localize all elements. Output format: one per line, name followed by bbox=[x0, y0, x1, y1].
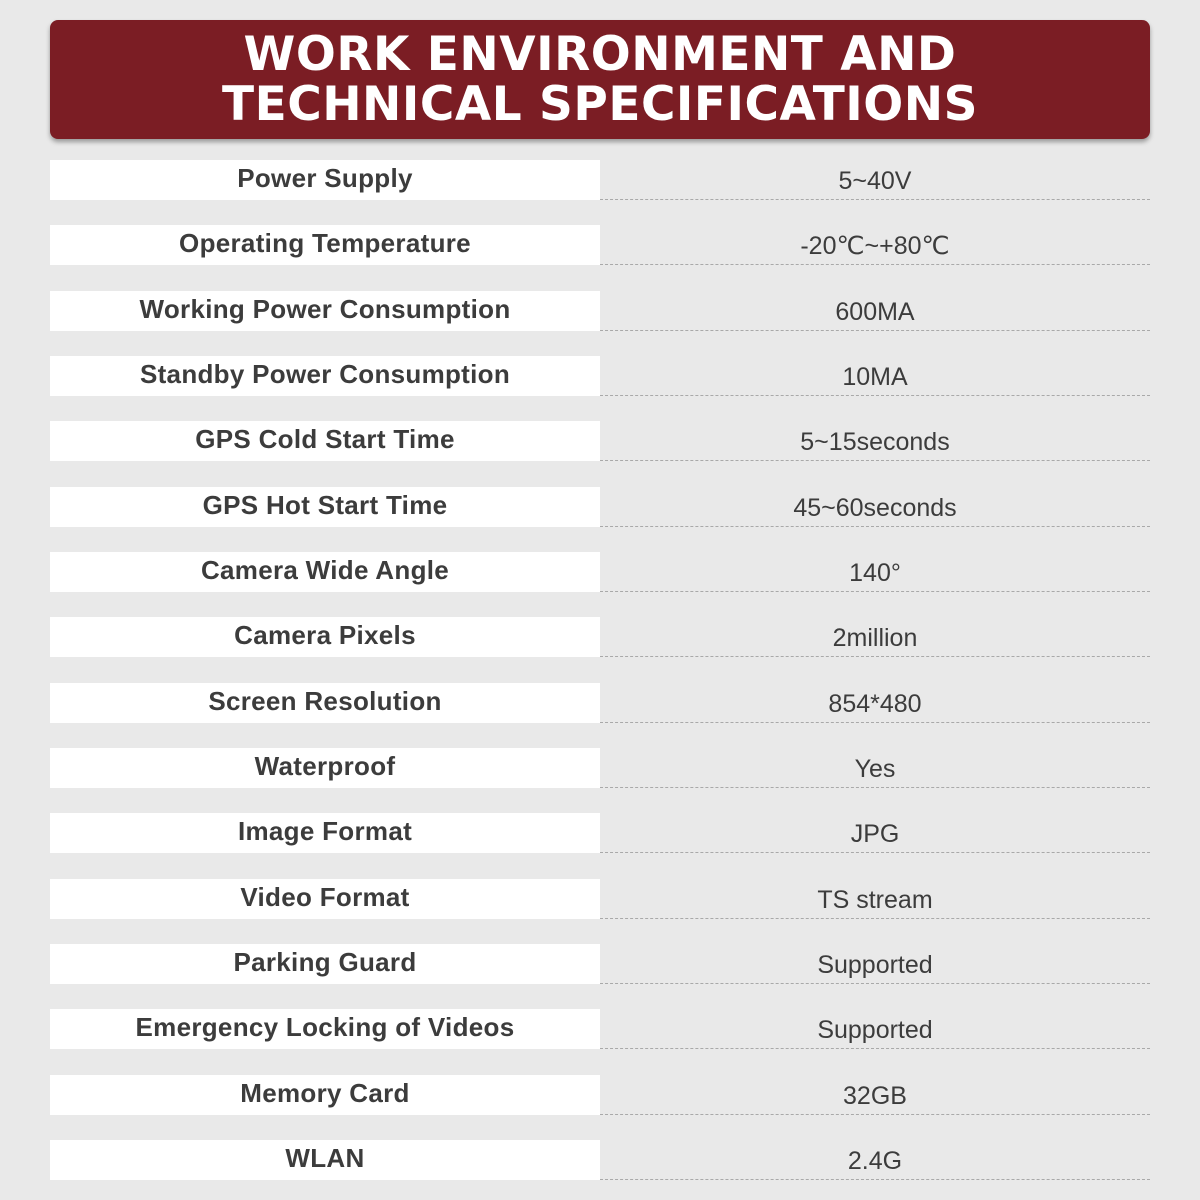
spec-value: 10MA bbox=[600, 356, 1150, 396]
spec-value: 45~60seconds bbox=[600, 487, 1150, 527]
spec-label: GPS Hot Start Time bbox=[50, 487, 600, 527]
spec-row bbox=[50, 1140, 1150, 1180]
spec-row bbox=[50, 552, 1150, 592]
spec-row bbox=[50, 225, 1150, 265]
spec-label: Working Power Consumption bbox=[50, 291, 600, 331]
spec-label: Operating Temperature bbox=[50, 225, 600, 265]
spec-value: JPG bbox=[600, 813, 1150, 853]
spec-label: WLAN bbox=[50, 1140, 600, 1180]
spec-row bbox=[50, 1009, 1150, 1049]
page-title-line-2: TECHNICAL SPECIFICATIONS bbox=[222, 76, 978, 132]
spec-label: Emergency Locking of Videos bbox=[50, 1009, 600, 1049]
spec-label: Image Format bbox=[50, 813, 600, 853]
spec-label: Screen Resolution bbox=[50, 683, 600, 723]
spec-row bbox=[50, 879, 1150, 919]
spec-row bbox=[50, 1075, 1150, 1115]
spec-row bbox=[50, 160, 1150, 200]
spec-label: GPS Cold Start Time bbox=[50, 421, 600, 461]
spec-row bbox=[50, 421, 1150, 461]
spec-value: 2million bbox=[600, 617, 1150, 657]
spec-row bbox=[50, 748, 1150, 788]
spec-value: Yes bbox=[600, 748, 1150, 788]
spec-value: Supported bbox=[600, 944, 1150, 984]
spec-value: Supported bbox=[600, 1009, 1150, 1049]
spec-label: Standby Power Consumption bbox=[50, 356, 600, 396]
spec-value: TS stream bbox=[600, 879, 1150, 919]
spec-row bbox=[50, 944, 1150, 984]
spec-value: -20℃~+80℃ bbox=[600, 225, 1150, 265]
page-title-line-1: WORK ENVIRONMENT AND bbox=[243, 26, 957, 82]
spec-value: 32GB bbox=[600, 1075, 1150, 1115]
spec-label: Power Supply bbox=[50, 160, 600, 200]
spec-label: Video Format bbox=[50, 879, 600, 919]
spec-label: Waterproof bbox=[50, 748, 600, 788]
spec-row bbox=[50, 683, 1150, 723]
spec-label: Camera Wide Angle bbox=[50, 552, 600, 592]
spec-value: 5~15seconds bbox=[600, 421, 1150, 461]
spec-row bbox=[50, 356, 1150, 396]
spec-value: 2.4G bbox=[600, 1140, 1150, 1180]
spec-row bbox=[50, 813, 1150, 853]
spec-value: 140° bbox=[600, 552, 1150, 592]
spec-value: 600MA bbox=[600, 291, 1150, 331]
spec-row bbox=[50, 487, 1150, 527]
spec-row bbox=[50, 291, 1150, 331]
spec-label: Parking Guard bbox=[50, 944, 600, 984]
spec-value: 5~40V bbox=[600, 160, 1150, 200]
spec-value: 854*480 bbox=[600, 683, 1150, 723]
spec-label: Memory Card bbox=[50, 1075, 600, 1115]
spec-row bbox=[50, 617, 1150, 657]
spec-label: Camera Pixels bbox=[50, 617, 600, 657]
header-banner bbox=[50, 20, 1150, 139]
